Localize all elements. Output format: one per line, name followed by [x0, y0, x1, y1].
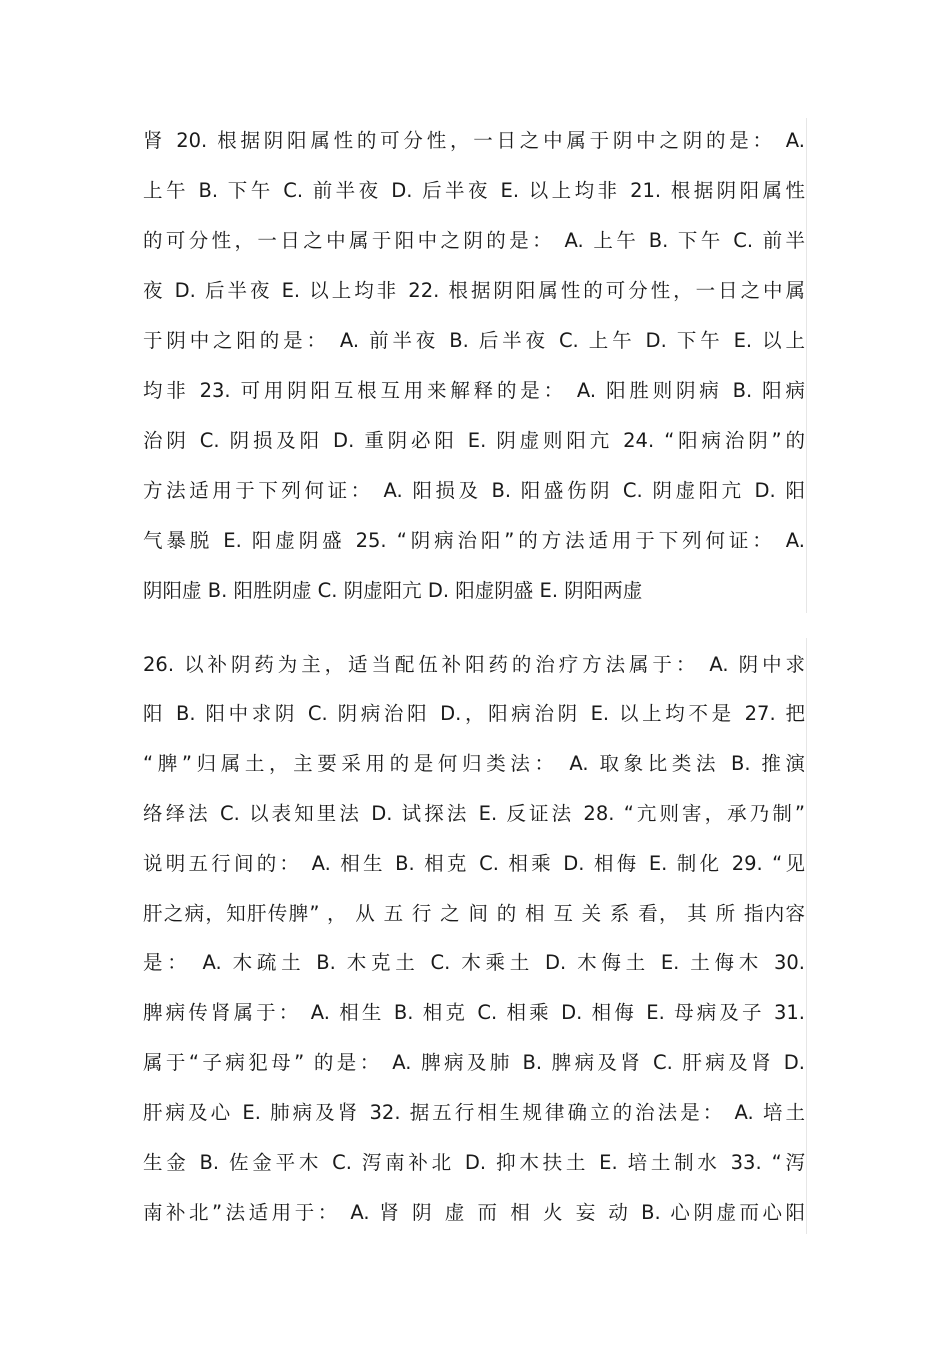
- text-line: 均非 23. 可用阴阳互根互用来解释的是： A. 阳胜则阴病 B. 阳病: [143, 379, 805, 402]
- text-line: 治阴 C. 阴损及阳 D. 重阴必阳 E. 阴虚则阳亢 24. “阳病治阴”的: [143, 429, 805, 452]
- text-line: 夜 D. 后半夜 E. 以上均非 22. 根据阴阳属性的可分性，一日之中属: [143, 279, 805, 302]
- text-line: 肾 20. 根据阴阳属性的可分性，一日之中属于阴中之阴的是： A.: [143, 129, 805, 152]
- question-block-2: [143, 638, 807, 1234]
- text-line: 阴阳虚 B. 阳胜阴虚 C. 阴虚阳亢 D. 阳虚阴盛 E. 阴阳两虚: [143, 579, 643, 602]
- text-line: 26. 以补阴药为主，适当配伍补阳药的治疗方法属于： A. 阴中求: [143, 653, 805, 676]
- text-line: “脾”归属土，主要采用的是何归类法： A. 取象比类法 B. 推演: [143, 752, 805, 775]
- text-line: 气暴脱 E. 阳虚阴盛 25. “阴病治阳”的方法适用于下列何证： A.: [143, 529, 805, 552]
- text-line: 属于“子病犯母” 的是： A. 脾病及肺 B. 脾病及肾 C. 肝病及肾 D.: [143, 1051, 805, 1074]
- text-line: 生金 B. 佐金平木 C. 泻南补北 D. 抑木扶土 E. 培土制水 33. “泻: [143, 1151, 805, 1174]
- text-line: 络绎法 C. 以表知里法 D. 试探法 E. 反证法 28. “亢则害，承乃制”: [143, 802, 805, 825]
- question-block-1: [143, 118, 807, 613]
- text-line: 是： A. 木疏土 B. 木克土 C. 木乘土 D. 木侮土 E. 土侮木 30.: [143, 951, 805, 974]
- text-line: 阳 B. 阳中求阴 C. 阴病治阳 D.，阳病治阴 E. 以上均不是 27. 把: [143, 702, 805, 725]
- text-line: 上午 B. 下午 C. 前半夜 D. 后半夜 E. 以上均非 21. 根据阴阳属性: [143, 179, 805, 202]
- text-line: 肝之病，知肝传脾” ， 从 五 行 之 间 的 相 互 关 系 看， 其 所 指内容: [143, 902, 805, 925]
- text-line: 说明五行间的： A. 相生 B. 相克 C. 相乘 D. 相侮 E. 制化 29. “见: [143, 852, 805, 875]
- text-line: 肝病及心 E. 肺病及肾 32. 据五行相生规律确立的治法是： A. 培土: [143, 1101, 805, 1124]
- text-line: 于阴中之阳的是： A. 前半夜 B. 后半夜 C. 上午 D. 下午 E. 以上: [143, 329, 805, 352]
- text-line: 脾病传肾属于： A. 相生 B. 相克 C. 相乘 D. 相侮 E. 母病及子 31.: [143, 1001, 805, 1024]
- text-line: 方法适用于下列何证： A. 阳损及 B. 阳盛伤阴 C. 阴虚阳亢 D. 阳: [143, 479, 805, 502]
- text-line: 的可分性，一日之中属于阳中之阴的是： A. 上午 B. 下午 C. 前半: [143, 229, 805, 252]
- text-line: 南补北”法适用于： A. 肾 阴 虚 而 相 火 妄 动 B. 心阴虚而心阳: [143, 1201, 805, 1224]
